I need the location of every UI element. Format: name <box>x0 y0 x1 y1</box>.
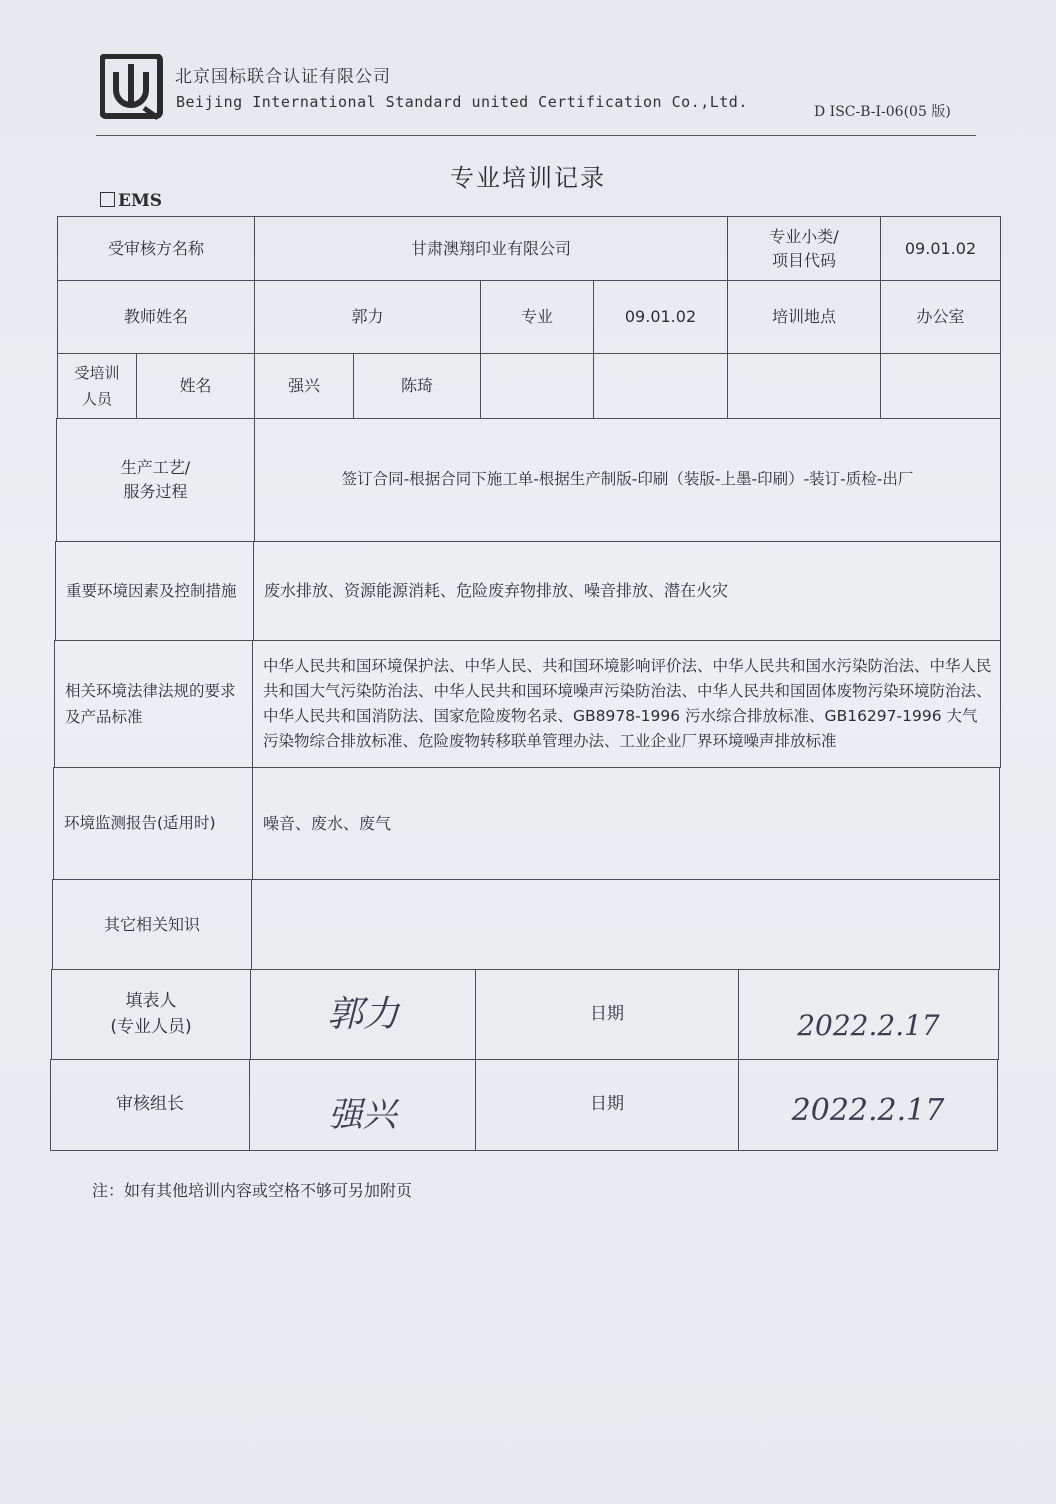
other-label: 其它相关知识 <box>52 879 252 970</box>
specialty-label: 专业 <box>480 280 594 354</box>
trainee-name <box>880 353 1001 419</box>
auditee-label: 受审核方名称 <box>57 216 255 281</box>
leader-signature: 强兴 <box>249 1059 476 1151</box>
company-name-en: Beijing International Standard united Certification Co.,Ltd. <box>176 93 748 111</box>
ems-checkbox-label: EMS <box>100 191 162 211</box>
laws-value: 中华人民共和国环境保护法、中华人民、共和国环境影响评价法、中华人民共和国水污染防治法、中华人民共和国大气污染防治法、中华人民共和国环境噪声污染防治法、中华人民共和国固体废物污染环境防治法、中华人民共和国消防法、国家危险废物名录、GB8978-1996 污水综合排放标准、GB16297-1996 大气污染物综合排放标准、危险废物转移联单管理办法、工业企业厂界环境噪声排放标准 <box>252 640 1001 768</box>
trainees-label: 受培训 人员 <box>57 353 137 419</box>
document-code: D ISC-B-I-06(05 版) <box>814 104 951 120</box>
leader-label: 审核组长 <box>50 1059 250 1151</box>
subclass-value: 09.01.02 <box>880 216 1001 281</box>
trainee-name <box>593 353 728 419</box>
company-name-cn: 北京国标联合认证有限公司 <box>175 67 391 87</box>
trainee-name <box>480 353 594 419</box>
trainee-name <box>727 353 881 419</box>
process-label: 生产工艺/ 服务过程 <box>56 418 255 542</box>
env-factors-label: 重要环境因素及控制措施 <box>55 541 254 641</box>
filler-date-label: 日期 <box>475 969 739 1060</box>
filler-label: 填表人 (专业人员) <box>51 969 251 1060</box>
monitor-value: 噪音、废水、废气 <box>252 767 1000 880</box>
form-title: 专业培训记录 <box>450 164 606 192</box>
env-factors-value: 废水排放、资源能源消耗、危险废弃物排放、噪音排放、潜在火灾 <box>253 541 1001 641</box>
filler-signature: 郭力 <box>250 969 476 1060</box>
location-value: 办公室 <box>880 280 1001 354</box>
teacher-label: 教师姓名 <box>57 280 255 354</box>
other-value <box>251 879 1000 970</box>
auditee-value: 甘肃澳翔印业有限公司 <box>254 216 728 281</box>
teacher-value: 郭力 <box>254 280 481 354</box>
subclass-label: 专业小类/ 项目代码 <box>727 216 881 281</box>
filler-date: 2022.2.17 <box>738 969 999 1060</box>
monitor-label: 环境监测报告(适用时) <box>53 767 253 880</box>
location-label: 培训地点 <box>727 280 881 354</box>
footnote: 注：如有其他培训内容或空格不够可另加附页 <box>92 1181 413 1200</box>
specialty-value: 09.01.02 <box>593 280 728 354</box>
trainee-name: 陈琦 <box>353 353 481 419</box>
process-value: 签订合同-根据合同下施工单-根据生产制版-印刷（装版-上墨-印刷）-装订-质检-出厂 <box>254 418 1001 542</box>
leader-date: 2022.2.17 <box>738 1059 998 1151</box>
name-label: 姓名 <box>136 353 255 419</box>
leader-date-label: 日期 <box>475 1059 739 1151</box>
laws-label: 相关环境法律法规的要求及产品标准 <box>54 640 253 768</box>
trainee-name: 强兴 <box>254 353 354 419</box>
